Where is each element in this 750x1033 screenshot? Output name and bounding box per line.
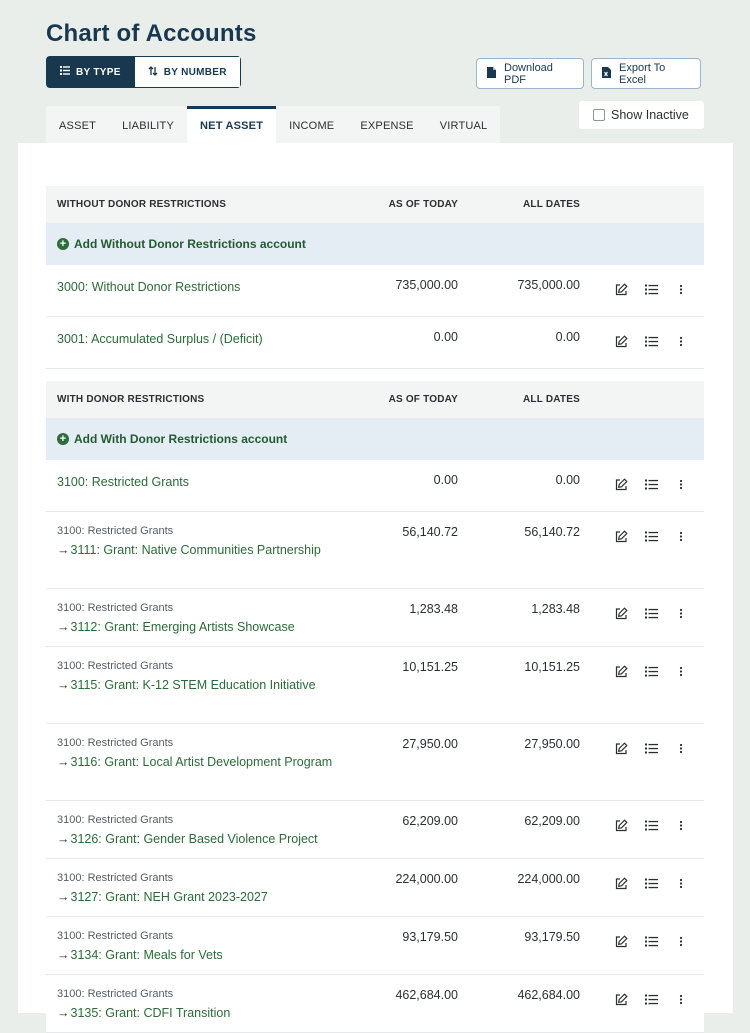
- accounts-panel: [18, 143, 733, 1020]
- account-name-cell: [57, 872, 337, 907]
- more-vertical-icon[interactable]: [666, 663, 696, 679]
- row-actions: [606, 875, 696, 891]
- show-inactive-label: Show Inactive: [611, 108, 689, 122]
- add-account-label: Add With Donor Restrictions account: [74, 432, 288, 446]
- edit-icon[interactable]: [606, 875, 636, 891]
- more-vertical-icon[interactable]: [666, 991, 696, 1007]
- amount-as-of-today: 462,684.00: [395, 988, 458, 1002]
- add-account-button[interactable]: [46, 223, 704, 265]
- table-row: [46, 801, 704, 859]
- account-name: 3126: Grant: Gender Based Violence Project: [70, 832, 318, 846]
- sort-icon: [148, 66, 158, 79]
- account-name-cell: [57, 988, 337, 1023]
- account-link[interactable]: [57, 473, 337, 492]
- account-name: 3112: Grant: Emerging Artists Showcase: [70, 620, 295, 634]
- show-inactive-toggle[interactable]: [579, 101, 704, 129]
- account-name: 3134: Grant: Meals for Vets: [70, 948, 223, 962]
- more-vertical-icon[interactable]: [666, 333, 696, 349]
- account-name-cell: [57, 278, 337, 297]
- arrow-right-icon: →: [57, 890, 70, 904]
- account-name: 3116: Grant: Local Artist Development Program: [70, 755, 333, 769]
- ledger-list-icon[interactable]: [636, 605, 666, 621]
- account-name-cell: [57, 525, 337, 560]
- ledger-list-icon[interactable]: [636, 528, 666, 544]
- amount-all-dates: 224,000.00: [517, 872, 580, 886]
- amount-as-of-today: 10,151.25: [402, 660, 458, 674]
- view-by-number-button[interactable]: [134, 57, 240, 87]
- excel-icon: [602, 67, 611, 81]
- account-name: 3127: Grant: NEH Grant 2023-2027: [70, 890, 268, 904]
- download-pdf-label: Download PDF: [504, 61, 553, 86]
- account-name-cell: [57, 330, 337, 349]
- table-row: [46, 647, 704, 724]
- section-title: WITH DONOR RESTRICTIONS: [57, 394, 205, 405]
- row-actions: [606, 991, 696, 1007]
- more-vertical-icon[interactable]: [666, 476, 696, 492]
- tab-virtual[interactable]: VIRTUAL: [439, 120, 488, 132]
- pdf-icon: [487, 67, 496, 81]
- parent-account-label: 3100: Restricted Grants: [57, 872, 174, 884]
- list-icon: [60, 66, 70, 78]
- parent-account-label: 3100: Restricted Grants: [57, 525, 174, 537]
- section-header: [46, 381, 704, 418]
- arrow-right-icon: →: [57, 678, 70, 692]
- parent-account-label: 3100: Restricted Grants: [57, 930, 174, 942]
- view-by-number-label: BY NUMBER: [163, 66, 227, 78]
- ledger-list-icon[interactable]: [636, 817, 666, 833]
- table-row: [46, 317, 704, 369]
- tab-expense[interactable]: EXPENSE: [360, 120, 414, 132]
- account-name-cell: [57, 602, 337, 637]
- show-inactive-checkbox[interactable]: [593, 109, 605, 121]
- row-actions: [606, 663, 696, 679]
- parent-account-label: 3100: Restricted Grants: [57, 814, 174, 826]
- edit-icon[interactable]: [606, 476, 636, 492]
- account-name: 3100: Restricted Grants: [57, 475, 190, 489]
- arrow-right-icon: →: [57, 1006, 70, 1020]
- table-row: [46, 589, 704, 647]
- tab-asset[interactable]: ASSET: [59, 120, 97, 132]
- account-name: 3115: Grant: K-12 STEM Education Initiative: [70, 678, 316, 692]
- arrow-right-icon: →: [57, 543, 70, 557]
- amount-as-of-today: 1,283.48: [409, 602, 458, 616]
- account-link[interactable]: [57, 618, 337, 637]
- edit-icon[interactable]: [606, 933, 636, 949]
- account-name-cell: [57, 660, 337, 695]
- account-type-tabs: [46, 106, 500, 143]
- account-link[interactable]: [57, 753, 337, 772]
- edit-icon[interactable]: [606, 333, 636, 349]
- row-actions: [606, 528, 696, 544]
- table-row: [46, 917, 704, 975]
- account-name: 3000: Without Donor Restrictions: [57, 280, 241, 294]
- more-vertical-icon[interactable]: [666, 817, 696, 833]
- arrow-right-icon: →: [57, 948, 70, 962]
- row-actions: [606, 281, 696, 297]
- more-vertical-icon[interactable]: [666, 281, 696, 297]
- edit-icon[interactable]: [606, 817, 636, 833]
- column-header-all-dates: ALL DATES: [523, 199, 580, 210]
- table-row: [46, 460, 704, 512]
- amount-all-dates: 62,209.00: [524, 814, 580, 828]
- account-name-cell: [57, 473, 337, 492]
- parent-account-label: 3100: Restricted Grants: [57, 737, 174, 749]
- tab-net-asset[interactable]: NET ASSET: [187, 106, 276, 143]
- edit-icon[interactable]: [606, 740, 636, 756]
- edit-icon[interactable]: [606, 605, 636, 621]
- edit-icon[interactable]: [606, 663, 636, 679]
- more-vertical-icon[interactable]: [666, 605, 696, 621]
- export-excel-button[interactable]: [591, 58, 701, 89]
- page-title: Chart of Accounts: [46, 20, 257, 47]
- row-actions: [606, 476, 696, 492]
- column-header-today: AS OF TODAY: [388, 394, 458, 405]
- account-link[interactable]: [57, 830, 337, 849]
- amount-all-dates: 735,000.00: [517, 278, 580, 292]
- column-header-today: AS OF TODAY: [388, 199, 458, 210]
- amount-all-dates: 27,950.00: [524, 737, 580, 751]
- more-vertical-icon[interactable]: [666, 740, 696, 756]
- account-name: 3111: Grant: Native Communities Partnership: [70, 543, 321, 557]
- ledger-list-icon[interactable]: [636, 875, 666, 891]
- table-row: [46, 975, 704, 1033]
- row-actions: [606, 605, 696, 621]
- section-title: WITHOUT DONOR RESTRICTIONS: [57, 199, 227, 210]
- table-row: [46, 724, 704, 801]
- edit-icon[interactable]: [606, 991, 636, 1007]
- ledger-list-icon[interactable]: [636, 933, 666, 949]
- tab-liability[interactable]: LIABILITY: [122, 120, 175, 132]
- amount-as-of-today: 0.00: [433, 330, 458, 344]
- more-vertical-icon[interactable]: [666, 528, 696, 544]
- ledger-list-icon[interactable]: [636, 281, 666, 297]
- arrow-right-icon: →: [57, 832, 70, 846]
- account-link[interactable]: [57, 888, 337, 907]
- tab-income[interactable]: INCOME: [289, 120, 335, 132]
- view-by-type-button[interactable]: [47, 57, 134, 87]
- ledger-list-icon[interactable]: [636, 991, 666, 1007]
- amount-all-dates: 10,151.25: [524, 660, 580, 674]
- account-link[interactable]: [57, 278, 337, 297]
- parent-account-label: 3100: Restricted Grants: [57, 660, 174, 672]
- row-actions: [606, 333, 696, 349]
- amount-as-of-today: 27,950.00: [402, 737, 458, 751]
- ledger-list-icon[interactable]: [636, 476, 666, 492]
- ledger-list-icon[interactable]: [636, 333, 666, 349]
- view-by-type-label: BY TYPE: [76, 66, 121, 78]
- amount-all-dates: 0.00: [555, 473, 580, 487]
- account-link[interactable]: [57, 946, 337, 965]
- amount-as-of-today: 224,000.00: [395, 872, 458, 886]
- amount-as-of-today: 0.00: [433, 473, 458, 487]
- plus-circle-icon: +: [57, 238, 69, 250]
- section-without-donor-restrictions: [46, 186, 704, 369]
- account-name-cell: [57, 930, 337, 965]
- table-row: [46, 512, 704, 589]
- export-excel-label: Export To Excel: [619, 61, 666, 86]
- row-actions: [606, 817, 696, 833]
- account-name-cell: [57, 737, 337, 772]
- parent-account-label: 3100: Restricted Grants: [57, 988, 174, 1000]
- edit-icon[interactable]: [606, 281, 636, 297]
- account-link[interactable]: [57, 676, 337, 695]
- more-vertical-icon[interactable]: [666, 933, 696, 949]
- ledger-list-icon[interactable]: [636, 663, 666, 679]
- amount-all-dates: 56,140.72: [524, 525, 580, 539]
- plus-circle-icon: +: [57, 433, 69, 445]
- amount-all-dates: 0.00: [555, 330, 580, 344]
- section-with-donor-restrictions: [46, 381, 704, 1033]
- section-header: [46, 186, 704, 223]
- view-toggle: [46, 56, 241, 88]
- account-link[interactable]: [57, 541, 337, 560]
- add-account-button[interactable]: [46, 418, 704, 460]
- account-name: 3001: Accumulated Surplus / (Deficit): [57, 332, 263, 346]
- ledger-list-icon[interactable]: [636, 740, 666, 756]
- add-account-label: Add Without Donor Restrictions account: [74, 237, 306, 251]
- download-pdf-button[interactable]: [476, 58, 584, 89]
- account-name: 3135: Grant: CDFI Transition: [70, 1006, 231, 1020]
- amount-as-of-today: 56,140.72: [402, 525, 458, 539]
- account-link[interactable]: [57, 1004, 337, 1023]
- edit-icon[interactable]: [606, 528, 636, 544]
- arrow-right-icon: →: [57, 755, 70, 769]
- arrow-right-icon: →: [57, 620, 70, 634]
- amount-all-dates: 93,179.50: [524, 930, 580, 944]
- table-row: [46, 859, 704, 917]
- parent-account-label: 3100: Restricted Grants: [57, 602, 174, 614]
- amount-as-of-today: 93,179.50: [402, 930, 458, 944]
- row-actions: [606, 933, 696, 949]
- amount-as-of-today: 62,209.00: [402, 814, 458, 828]
- table-row: [46, 265, 704, 317]
- amount-as-of-today: 735,000.00: [395, 278, 458, 292]
- column-header-all-dates: ALL DATES: [523, 394, 580, 405]
- row-actions: [606, 740, 696, 756]
- account-link[interactable]: [57, 330, 337, 349]
- more-vertical-icon[interactable]: [666, 875, 696, 891]
- account-name-cell: [57, 814, 337, 849]
- amount-all-dates: 462,684.00: [517, 988, 580, 1002]
- amount-all-dates: 1,283.48: [531, 602, 580, 616]
